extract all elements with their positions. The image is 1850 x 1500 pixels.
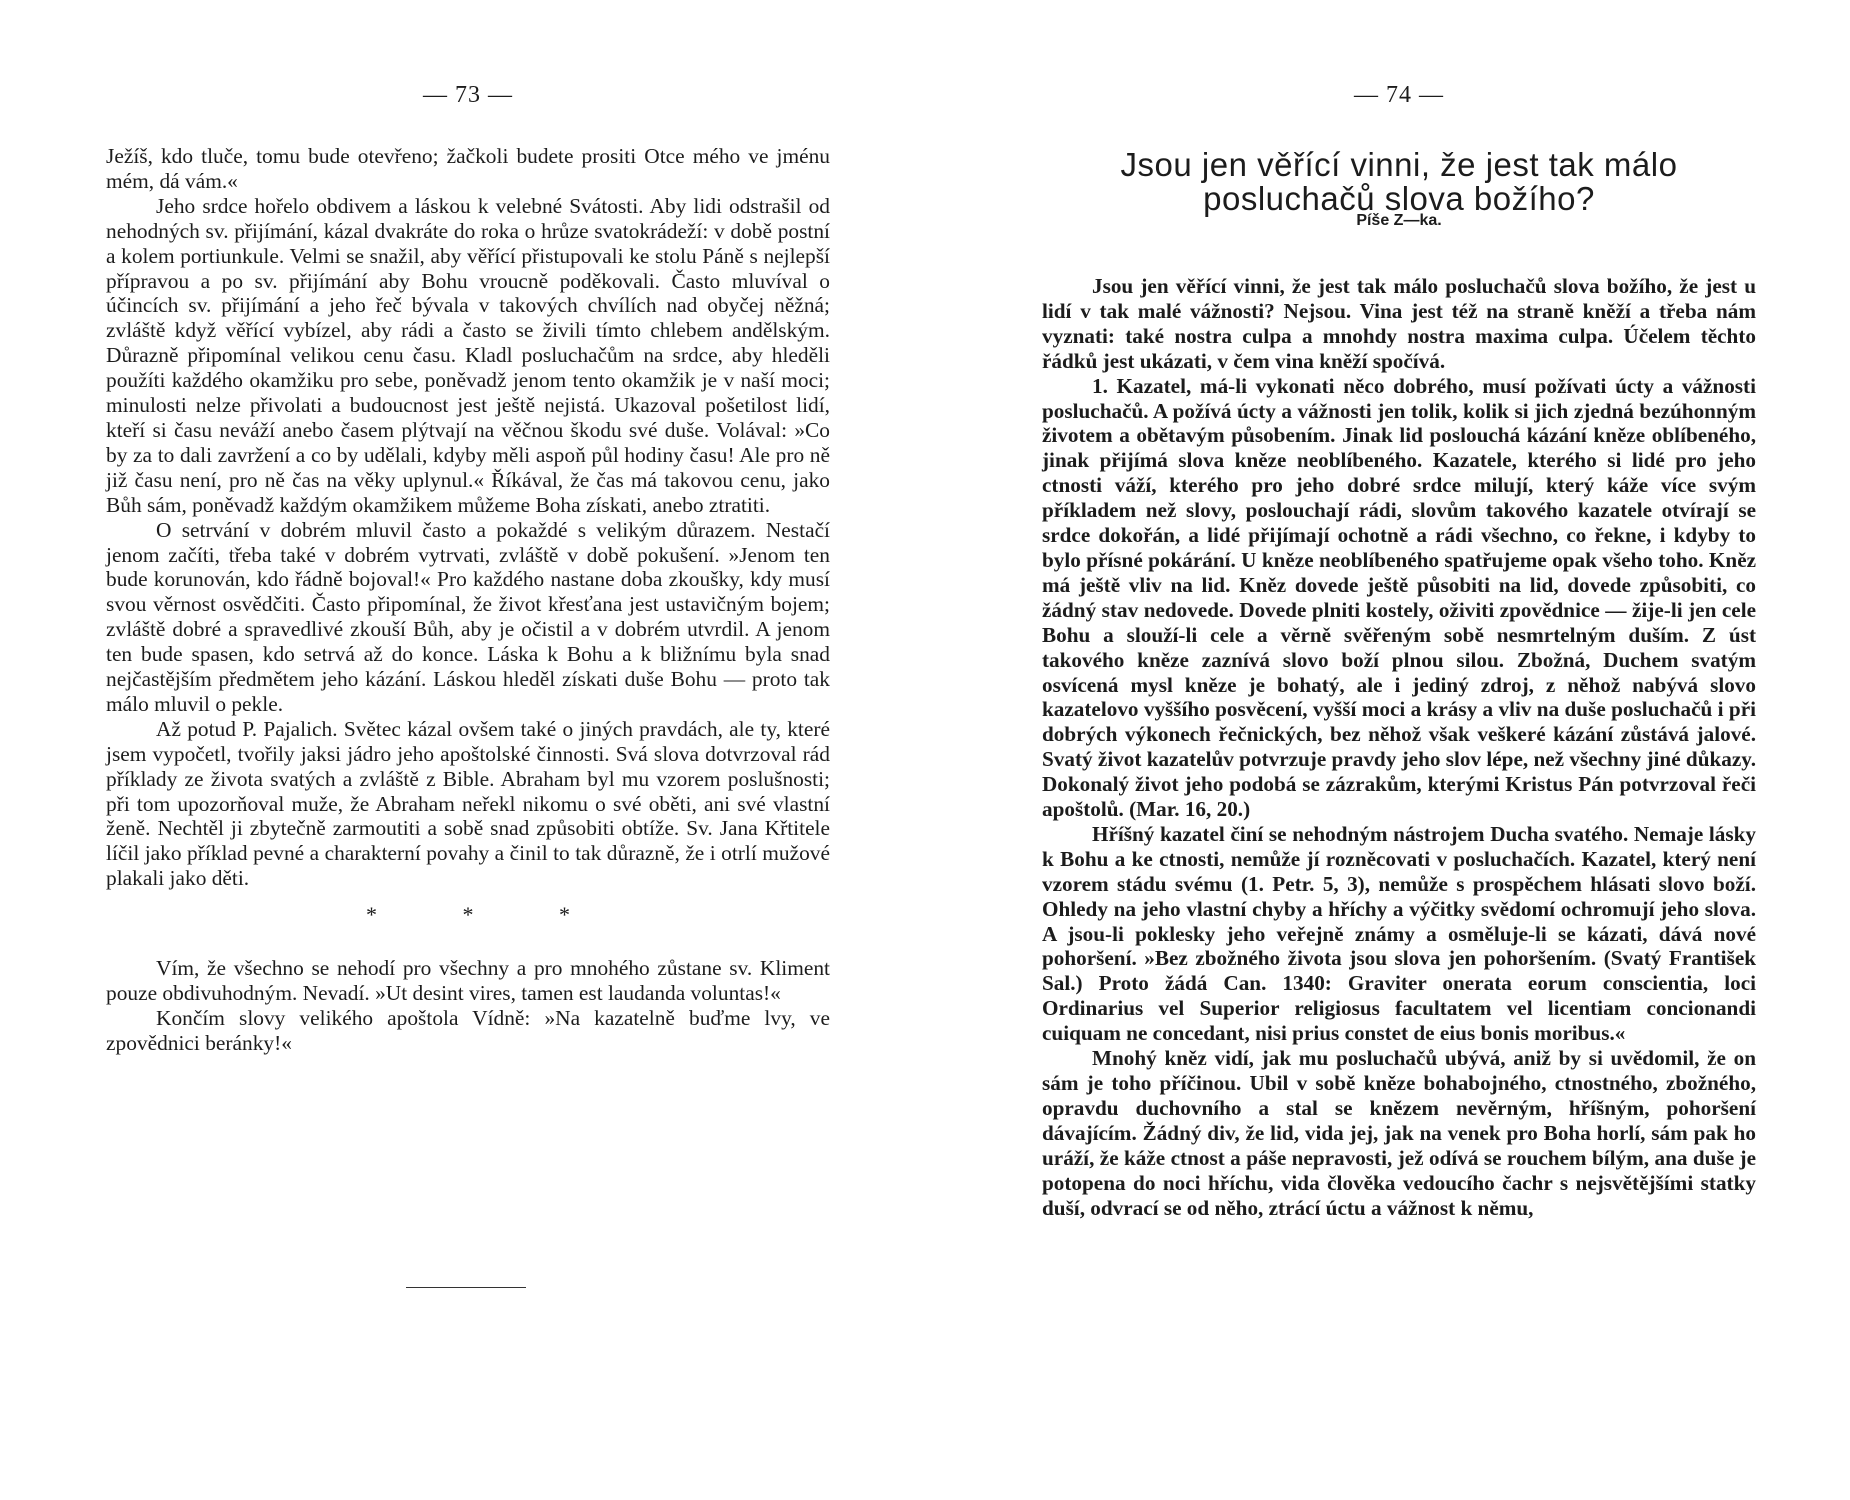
paragraph: Ježíš, kdo tluče, tomu bude otevřeno; žačkoli budete prositi Otce mého ve jménu mém, dá vám.« [106, 144, 830, 193]
paragraph: Jeho srdce hořelo obdivem a láskou k velebné Svátosti. Aby lidi odstrašil od nehodných sv. přijímání, kázal dvakráte do roka o hrůze svatokrádeží: v době postní a kolem portiunkule. Velmi se snažil, aby věřící přistupovali ke stolu Páně s nejlepší přípravou a po sv. přijímání aby Bohu vroucně poděkovali. Často mluvíval o účincích sv. přijímání a jeho řeč bývala v takových chvílích nad obyčej něžná; zvláště když věřící vybízel, aby rádi a často se živili tímto chlebem andělským. Důrazně připomínal velikou cenu času. Kladl posluchačům na srdce, aby hleděli použíti každého okamžiku pro sebe, poněvadž jenom tento okamžik je v naší moci; minulosti nelze přivolati a budoucnost jest ještě nejistá. Ukazoval pošetilost lidí, kteří si času neváží anebo časem plýtvají na věčnou škodu své duše. Volával: »Co by za to dali zavržení a co by udělali, kdyby měli aspoň půl hodiny času! Ale pro ně již času není, pro ně čas na věky uplynul.« Říkával, že čas má takovou cenu, jako Bůh sám, poněvadž každým okamžikem můžeme Boha získati, anebo ztratiti. [106, 193, 830, 517]
paragraph: Vím, že všechno se nehodí pro všechny a pro mnohého zůstane sv. Kliment pouze obdivuhodným. Nevadí. »Ut desint vires, tamen est laudanda voluntas!« [106, 956, 830, 1005]
page-number: — 74 — [1354, 82, 1444, 108]
paragraph: Až potud P. Pajalich. Světec kázal ovšem také o jiných pravdách, ale ty, které jsem vypočetl, tvořily jaksi jádro jeho apoštolské činnosti. Svá slova dotvrzoval rád příklady ze života svatých a zvláště z Bible. Abraham byl mu vzorem poslušnosti; při tom upozorňoval muže, že Abraham neřekl nikomu o své oběti, ani své vlastní ženě. Nechtěl ji zbytečně zarmoutiti a sobě snad způsobiti obtíže. Sv. Jana Křtitele líčil jako příklad pevné a charakterní povahy a činil to tak důrazně, že i otrlí mužové plakali jako děti. [106, 716, 830, 891]
page-number: — 73 — [423, 82, 513, 108]
paragraph: 1. Kazatel, má-li vykonati něco dobrého, musí požívati úcty a vážnosti posluchačů. A požívá úcty a vážnosti jen tolik, kolik si jich zjedná bezúhonným životem a obětavým působením. Jinak lid poslouchá kázání kněze oblíbeného, jinak přijímá slova kněze neoblíbeného. Kazatele, kterého si lidé pro jeho ctnosti váží, kterého pro jeho dobré srdce milují, který káže více svým příkladem než slovy, poslouchají rádi, slovům takového kazatele otvírají se srdce dokořán, a lidé přijímají ochotně a rádi všechno, co řekne, i kdyby to bylo přísné pokárání. U kněze neoblíbeného spatřujeme opak všeho toho. Kněz má ještě vliv na lid. Kněz dovede ještě působiti na lid, dovede způsobiti, co žádný stav nedovede. Dovede plniti kostely, oživiti zpovědnice — žije-li jen cele Bohu a slouží-li cele a věrně svěřeným sobě nesmrtelným duším. Z úst takového kněze zaznívá slovo boží plnou silou. Zbožná, Duchem svatým osvícená mysl kněze je bohatý, ale i jediný zdroj, z něhož nabývá slovo kazatelovo vyššího posvěcení, vyšší moci a krásy a vliv na duše posluchačů i při dobrých výkonech řečnických, bez něhož však veškeré kázání zůstává jalové. Svatý život kazatelův potvrzuje pravdy jeho slov lépe, než všechny jiné důkazy. Dokonalý život jeho podobá se zázrakům, kterými Kristus Pán potvrzoval řeči apoštolů. (Mar. 16, 20.) [1042, 373, 1756, 822]
paragraph: Hříšný kazatel činí se nehodným nástrojem Ducha svatého. Nemaje lásky k Bohu a ke ctnosti, nemůže jí rozněcovati v posluchačích. Kazatel, který není vzorem stádu svému (1. Petr. 5, 3), nemůže s prospěchem hlásati slovo boží. Ohledy na jeho vlastní chyby a hříchy a výčitky svědomí ochromují jeho slova. A jsou-li poklesky jeho veřejně známy a osměluje-li se kázati, dává nové pohoršení. »Bez zbožného života jsou slova jen pohoršením. (Svatý František Sal.) Proto žádá Can. 1340: Graviter onerata eorum conscientia, loci Ordinarius vel Superior religiosus facultatem vel licentiam concionandi cuiquam ne concedant, nisi prius constet de eius bonis moribus.« [1042, 821, 1756, 1046]
article-byline: Píše Z—ka. [1356, 212, 1442, 229]
paragraph: Mnohý kněz vidí, jak mu posluchačů ubývá, aniž by si uvědomil, že on sám je toho příčinou. Ubil v sobě kněze bohabojného, ctnostného, zbožného, opravdu duchovního a stal se knězem nevěrným, hříšným, pohoršení dávajícím. Žádný div, že lid, vida jej, jak na venek pro Boha horlí, sám pak ho uráží, že káže ctnost a páše nepravosti, jež odívá se rouchem bílým, ana duše je potopena do noci hříchu, vida člověka vedoucího čachr s nejsvětějšími statky duší, odvrací se od něho, ztrácí úctu a vážnost k němu, [1042, 1046, 1756, 1220]
paragraph: Jsou jen věřící vinni, že jest tak málo posluchačů slova božího, že jest u lidí v tak malé vážnosti? Nejsou. Vina jest též na straně kněží a třeba nám vyznati: také nostra culpa a mnohdy nostra maxima culpa. Účelem těchto řádků jest ukázati, v čem vina kněží spočívá. [1042, 274, 1756, 373]
paragraph: Končím slovy velikého apoštola Vídně: »Na kazatelně buďme lvy, ve zpovědnici beránky!« [106, 1005, 830, 1055]
body-text [1042, 274, 1756, 1220]
section-separator: * * * [366, 902, 610, 928]
end-rule [406, 1287, 526, 1288]
body-text [106, 144, 830, 1056]
article-title: Jsou jen věřící vinni, že jest tak málo posluchačů slova božího? [1120, 146, 1678, 217]
paragraph: O setrvání v dobrém mluvil často a pokaždé s velikým důrazem. Nestačí jenom začíti, třeba také v dobrém vytrvati, zvláště v době pokušení. »Jenom ten bude korunován, kdo řádně bojoval!« Pro každého nastane doba zkoušky, kdy musí svou věrnost osvědčiti. Často připomínal, že život křesťana jest ustavičným bojem; zvláště dobré a spravedlivé zkouší Bůh, aby je očistil a v dobrém utvrdil. A jenom ten bude spasen, kdo setrvá až do konce. Láska k Bohu a k bližnímu byla snad nejčastějším předmětem jeho kázání. Láskou hleděl získati duše Bohu — proto tak málo mluvil o pekle. [106, 517, 830, 716]
